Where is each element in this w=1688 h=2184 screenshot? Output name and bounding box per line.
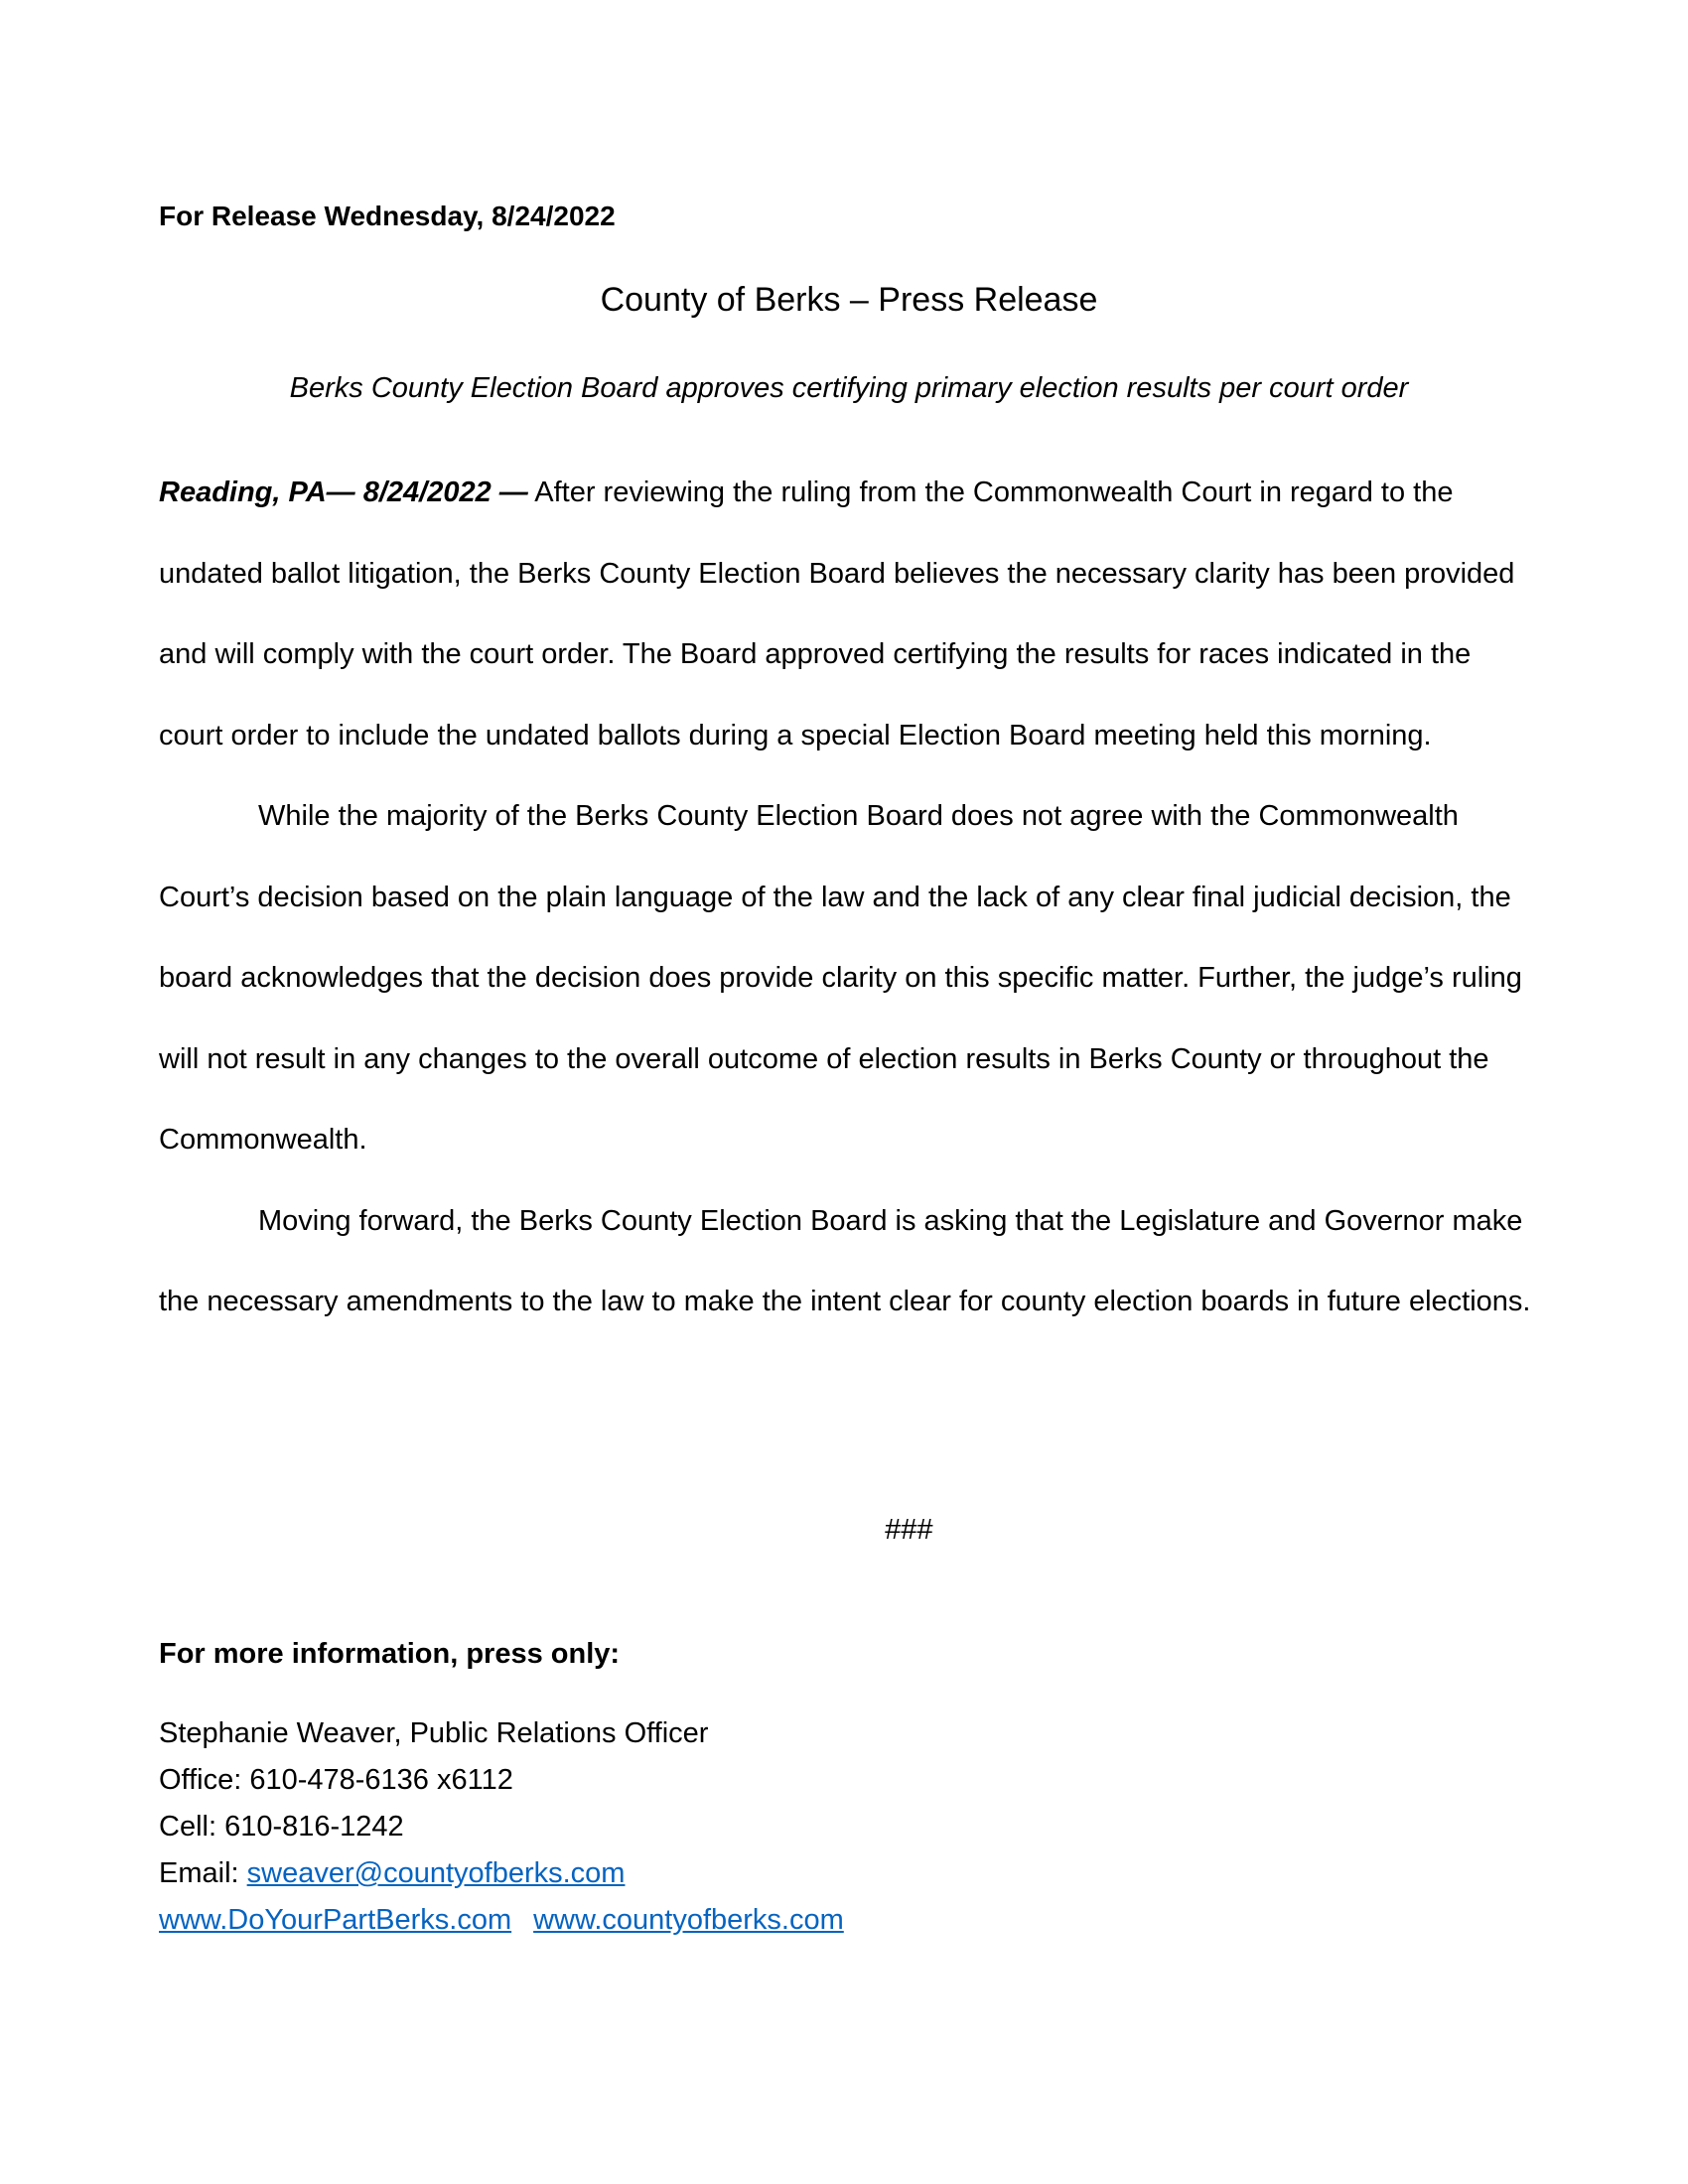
contact-web-links [159,1897,844,1944]
dateline: Reading, PA— 8/24/2022 — [159,477,528,508]
release-body [159,453,1539,1343]
body-paragraph-2: While the majority of the Berks County Election Board does not agree with the Commonwealth Court’s decision based on the plain language of the law and the lack of any clear final judicial decision, the board acknowledges that the decision does provide clarity on this specific matter. Further, the judge’s ruling will not result in any changes to the overall outcome of election results in Berks County or throughout the Commonwealth. [159,800,1522,1156]
contact-name: Stephanie Weaver, Public Relations Officer [159,1717,709,1749]
body-paragraph-3: Moving forward, the Berks County Election Board is asking that the Legislature and Governor make the necessary amendments to the law to make the intent clear for county election boards in future elections. [159,1204,1531,1317]
contact-cell-phone: Cell: 610-816-1242 [159,1811,404,1843]
contact-office-phone: Office: 610-478-6136 x6112 [159,1764,513,1796]
doyourpartberks-link[interactable]: www.DoYourPartBerks.com [159,1904,512,1936]
body-paragraph-1 [159,453,1539,776]
contact-email-line [159,1850,844,1897]
press-release-page [159,0,1539,2184]
email-label: Email: [159,1857,247,1889]
paragraph-1-text: After reviewing the ruling from the Commonwealth Court in regard to the undated ballot litigation, the Berks County Election Board believes the necessary clarity has been provided and will comply with the court order. The Board approved certifying the results for races indicated in the court order to include the undated ballots during a special Election Board meeting held this morning. [159,477,1515,751]
countyofberks-link[interactable]: www.countyofberks.com [533,1904,844,1936]
contact-heading: For more information, press only: [159,1638,621,1670]
end-separator: ### [884,1514,933,1546]
contact-block [159,1710,844,1944]
email-link[interactable]: sweaver@countyofberks.com [246,1857,626,1889]
release-subtitle: Berks County Election Board approves certifying primary election results per court order [289,372,1409,404]
page-title: County of Berks – Press Release [600,281,1098,319]
release-date-line: For Release Wednesday, 8/24/2022 [159,201,616,231]
